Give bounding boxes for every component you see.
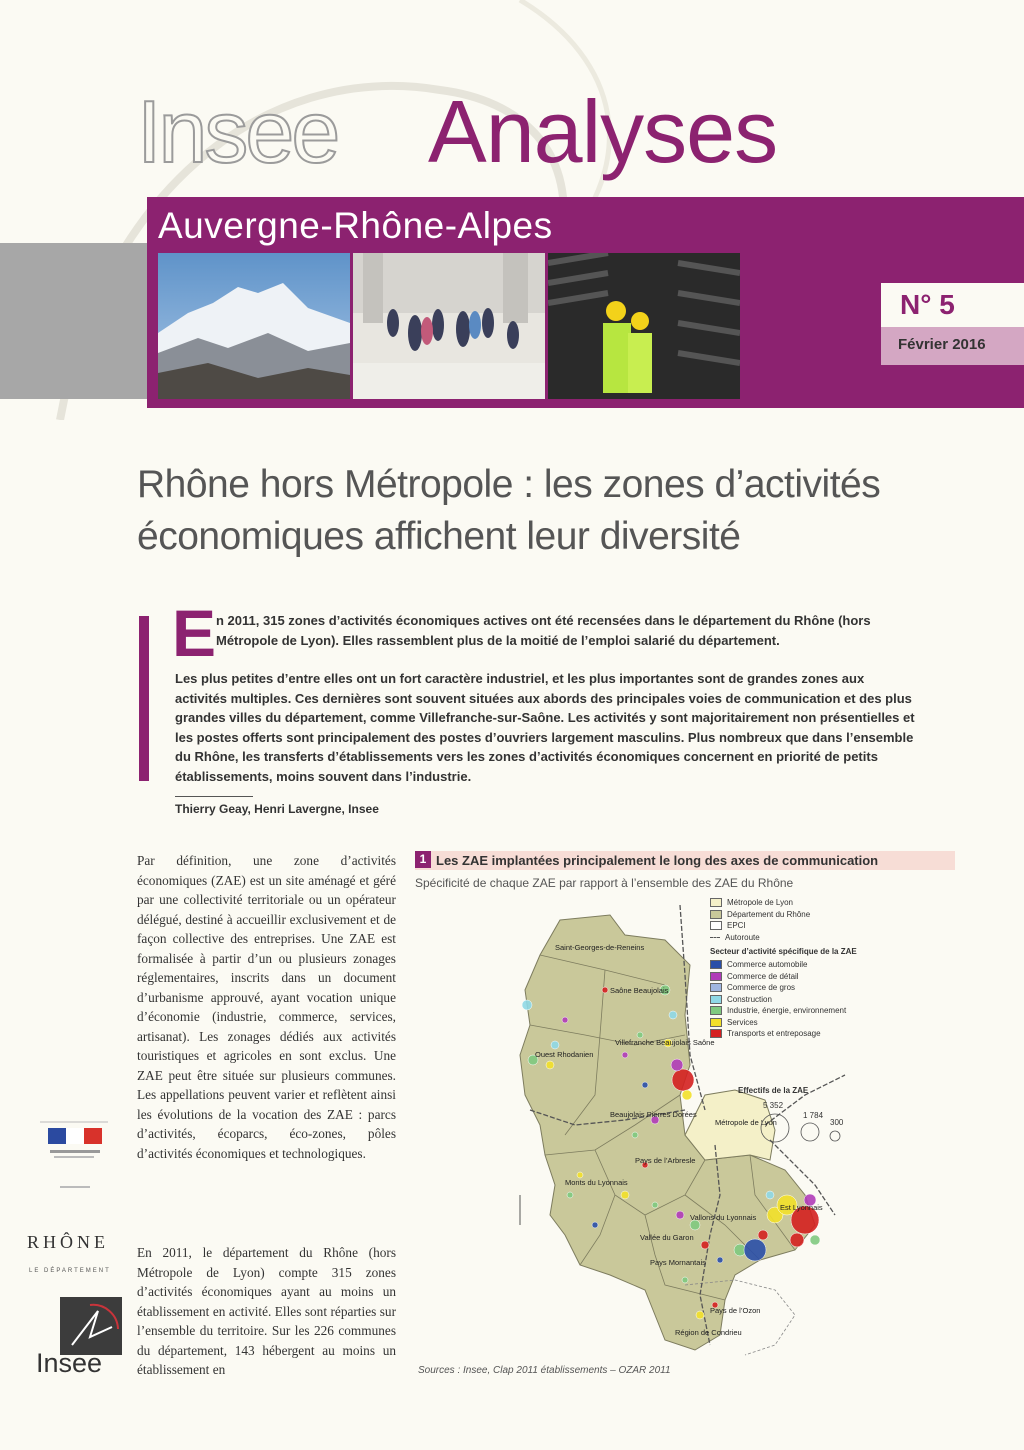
body-paragraph-1: Par définition, une zone d’activités économiques (ZAE) est un site aménagé et géré par une collectivité territoriale ou un opérateur délégué, destiné à accueillir exclusivement et de façon collective des entreprises. Une ZAE est formalisée à partir d’un ou plusieurs zonages réglementaires, inscrits dans un document d’urbanisme approuvé, ayant vocation unique d’économie (industrie, commerce, services, artisanat). Les zonages dédiés aux activités touristiques et agricoles en sont exclus. Une ZAE peut être située sur plusieurs communes. Les appellations peuvent varier et reflètent ainsi les évolutions de la vocation des ZAE : parcs d’activités, écoparcs, éco-zones, pôles d’activités économiques et technologiques. [137,853,396,1161]
map-label-0: Saint-Georges-de-Reneins [555,943,645,952]
brand-insee: Insee [137,82,338,181]
map-label-7: Est Lyonnais [780,1203,823,1212]
issue-number: N° 5 [900,289,955,320]
legend-swatch [710,910,722,919]
tire-workers-photo [548,253,740,399]
crowd-photo [353,253,545,399]
authors: Thierry Geay, Henri Lavergne, Insee [175,802,379,816]
legend-item: Autoroute [710,932,875,944]
size-label-2: 1 784 [803,1111,824,1120]
prefet-logo [40,1118,108,1198]
map-label-8: Vallons du Lyonnais [690,1213,757,1222]
figure-sources: Sources : Insee, Clap 2011 établissements – OZAR 2011 [418,1365,671,1376]
legend-item: Transports et entreposage [710,1028,875,1040]
figure-subtitle: Spécificité de chaque ZAE par rapport à l’ensemble des ZAE du Rhône [415,876,794,890]
drop-cap: E [172,596,217,670]
legend-swatch [710,972,722,981]
map-label-9: Monts du Lyonnais [565,1178,628,1187]
rhone-logo-subtext: LE DÉPARTEMENT [29,1268,111,1274]
legend-item: Métropole de Lyon [710,897,875,909]
figure-title: Les ZAE implantées principalement le long des axes de communication [436,853,879,868]
map-label-2: Ouest Rhodanien [535,1050,594,1059]
title-line-2: économiques affichent leur diversité [137,515,741,558]
map-label-1: Saône Beaujolais [610,986,669,995]
lead-first-lines: n 2011, 315 zones d’activités économiques actives ont été recensées dans le département du Rhône (hors Métropole de Lyon). Elles rassemblent plus de la moitié de l’emploi salarié du département. [216,613,871,648]
legend-swatch [710,983,722,992]
legend-sector-heading: Secteur d’activité spécifique de la ZAE [710,947,857,956]
legend-item: EPCI [710,920,875,932]
map-label-3: Villefranche Beaujolais Saône [615,1038,715,1047]
legend-swatch [710,1006,722,1015]
map-label-6: Métropole de Lyon [715,1118,777,1127]
legend-swatch [710,921,722,930]
legend-swatch [710,937,720,938]
insee-logo-icon [60,1297,122,1355]
map-legend [710,897,875,1040]
map-label-4: Beaujolais Pierres Dorées [610,1110,697,1119]
legend-item: Services [710,1017,875,1029]
legend-swatch [710,898,722,907]
legend-item: Département du Rhône [710,909,875,921]
title-line-1: Rhône hors Métropole : les zones d’activités [137,463,881,506]
size-label-3: 300 [830,1118,844,1127]
legend-item: Commerce de détail [710,971,875,983]
map-label-5: Pays de l’Arbresle [635,1156,696,1165]
issue-date: Février 2016 [898,336,986,353]
legend-swatch [710,960,722,969]
map-label-13: Région de Condrieu [675,1328,742,1337]
body-paragraph-2: En 2011, le département du Rhône (hors Métropole de Lyon) compte 315 zones d’activités économiques ayant au moins un établissement en activité. Elles sont réparties sur l’ensemble du territoire. Sur les 226 communes du département, 143 hébergent au moins un établissement en [137,1245,396,1377]
lead-paragraph: Les plus petites d’entre elles ont un fort caractère industriel, et les plus importantes sont de grandes zones aux activités multiples. Ces dernières sont souvent situées aux abords des principales voies de communication et des plus grandes villes du département, comme Villefranche-sur-Saône. Les activités y sont majoritairement non présentielles et les postes offerts sont principalement des postes d’ouvriers largement masculins. Plus nombreux que dans l’ensemble du Rhône, les transferts d’établissements vers les zones d’activités économiques concernent en priorité de petits établissements, moins souvent dans l’industrie. [175,671,915,784]
article-title [137,459,967,563]
brand-analyses: Analyses [428,82,778,181]
insee-logo-word: Insee [36,1348,103,1378]
legend-swatch [710,1018,722,1027]
legend-swatch [710,1029,722,1038]
map-label-10: Pays Mornantais [650,1258,706,1267]
region-title: Auvergne-Rhône-Alpes [158,205,553,246]
rhone-logo-text: RHÔNE [27,1232,109,1252]
legend-item: Commerce de gros [710,982,875,994]
map-label-12: Pays de l’Ozon [710,1306,761,1315]
legend-swatch [710,995,722,1004]
size-legend-title: Effectifs de la ZAE [738,1086,809,1095]
legend-item: Industrie, énergie, environnement [710,1005,875,1017]
legend-item: Construction [710,994,875,1006]
figure-number: 1 [415,851,431,868]
legend-item: Commerce automobile [710,959,875,971]
lead-accent-bar [139,616,149,781]
author-rule [175,796,253,797]
mountain-photo [158,253,350,399]
size-label-1: 5 352 [763,1101,784,1110]
map-label-11: Vallée du Garon [640,1233,694,1242]
